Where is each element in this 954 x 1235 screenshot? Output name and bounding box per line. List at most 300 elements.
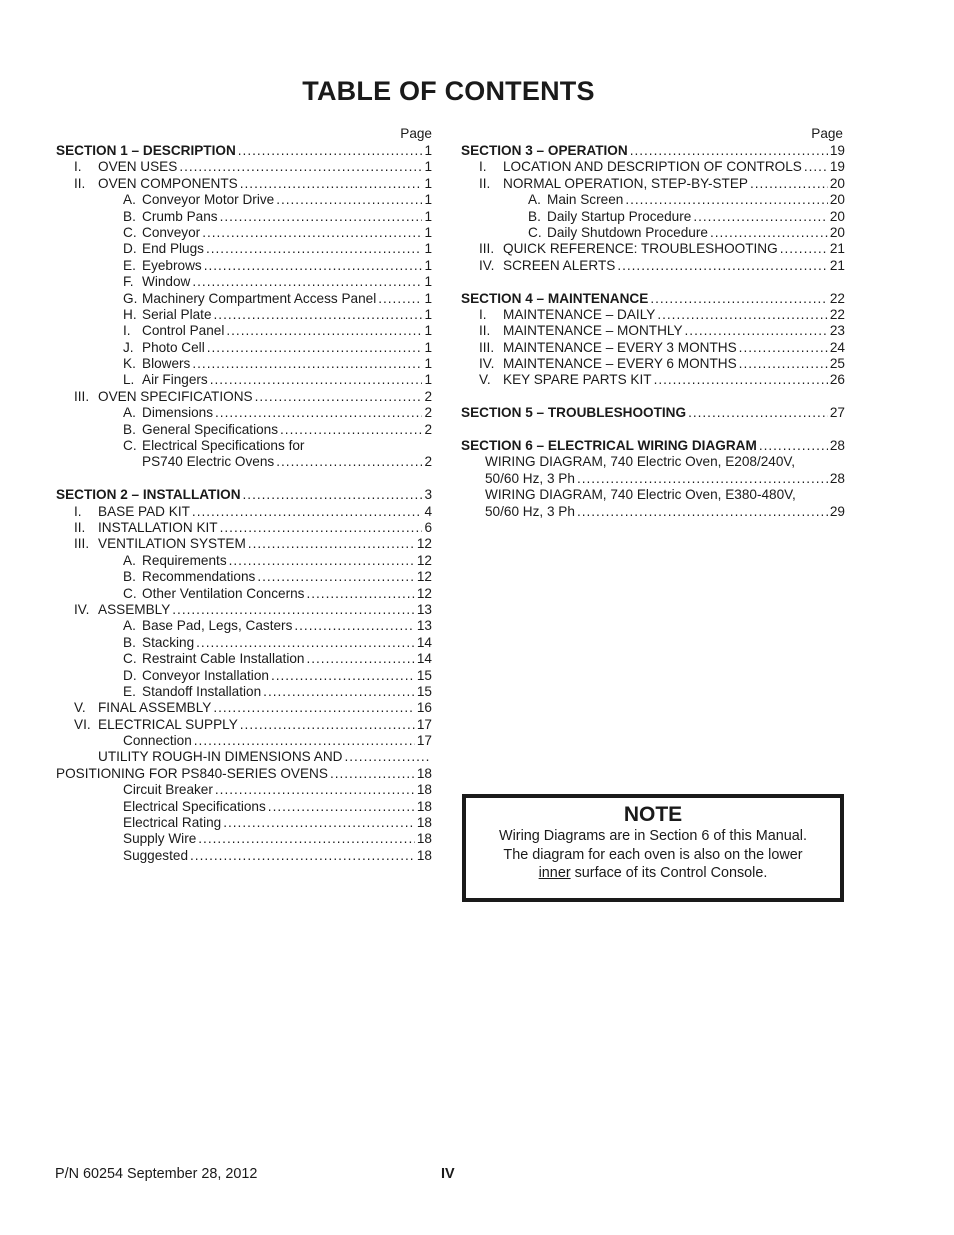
toc-leader-dots — [198, 831, 415, 847]
toc-entry-label: Circuit Breaker — [123, 782, 213, 798]
toc-item-entry[interactable] — [56, 307, 432, 323]
toc-entry-title — [123, 323, 224, 339]
toc-entry-label: BASE PAD KIT — [98, 503, 190, 519]
toc-entry-number: V. — [479, 372, 491, 388]
toc-entry-label: SECTION 3 – OPERATION — [461, 143, 628, 158]
toc-page-number: 28 — [829, 438, 845, 454]
toc-leader-dots — [196, 635, 415, 651]
toc-item-entry[interactable] — [56, 848, 432, 864]
toc-entry-title — [123, 192, 274, 208]
toc-page-number: 1 — [424, 192, 432, 208]
toc-leader-dots — [223, 815, 415, 831]
toc-page-number: 16 — [416, 700, 432, 716]
toc-entry-label: MAINTENANCE – EVERY 3 MONTHS — [503, 339, 737, 355]
toc-subsection-entry[interactable] — [461, 323, 845, 339]
note-line: Wiring Diagrams are in Section 6 of this Manual. — [499, 828, 807, 844]
toc-entry-number: B. — [123, 634, 136, 650]
toc-leader-dots — [192, 504, 423, 520]
toc-entry-number: C. — [528, 224, 542, 240]
toc-item-entry[interactable] — [56, 815, 432, 831]
toc-leader-dots — [650, 291, 828, 307]
toc-entry-number: I. — [479, 306, 487, 322]
toc-page-number: 13 — [416, 601, 432, 617]
toc-entry-title — [479, 241, 778, 257]
toc-page-number: 1 — [424, 372, 432, 388]
toc-entry-title — [479, 176, 748, 192]
toc-entry-label: Requirements — [142, 552, 227, 568]
toc-section-entry[interactable] — [56, 143, 432, 159]
toc-entry-label: MAINTENANCE – EVERY 6 MONTHS — [503, 356, 737, 372]
toc-entry-label: Eyebrows — [142, 257, 202, 273]
toc-item-entry[interactable] — [56, 405, 432, 421]
toc-item-entry[interactable] — [56, 438, 432, 454]
toc-item-entry[interactable] — [56, 291, 432, 307]
toc-item-entry-continued[interactable] — [461, 504, 845, 520]
toc-page-number: 25 — [829, 356, 845, 372]
toc-entry-title — [123, 258, 202, 274]
toc-entry-label: OVEN USES — [98, 159, 178, 175]
toc-entry-number: IV. — [479, 356, 495, 372]
toc-leader-dots — [238, 143, 423, 159]
toc-item-entry[interactable] — [461, 192, 845, 208]
toc-entry-title — [123, 618, 292, 634]
toc-entry-number: C. — [123, 224, 137, 240]
toc-page-number: 20 — [829, 224, 845, 240]
toc-entry-number: D. — [123, 667, 137, 683]
toc-entry-title — [74, 504, 190, 520]
toc-page-number: 1 — [424, 323, 432, 339]
toc-item-entry-continued[interactable] — [56, 454, 432, 470]
toc-entry-number: III. — [74, 388, 90, 404]
toc-entry-label: Electrical Rating — [123, 815, 222, 831]
toc-section-entry[interactable] — [461, 438, 845, 454]
toc-entry-title — [74, 159, 177, 175]
toc-entry-title — [479, 159, 802, 175]
toc-leader-dots — [276, 192, 422, 208]
toc-entry-title — [461, 405, 686, 421]
toc-entry-title — [74, 536, 246, 552]
toc-leader-dots — [257, 569, 415, 585]
toc-item-entry-continued[interactable] — [461, 471, 845, 487]
toc-entry-number: II. — [74, 519, 86, 535]
toc-entry-label: Daily Startup Procedure — [547, 208, 692, 224]
toc-entry-title — [142, 454, 274, 470]
toc-leader-dots — [739, 356, 828, 372]
toc-entry-title — [123, 291, 376, 307]
toc-entry-number: IV. — [479, 257, 495, 273]
toc-entry-title — [74, 389, 253, 405]
toc-entry-label: Recommendations — [142, 569, 256, 585]
toc-entry-number: A. — [123, 405, 136, 421]
toc-entry-title — [485, 454, 795, 470]
toc-subsection-entry[interactable] — [461, 356, 845, 372]
toc-entry-title — [479, 340, 737, 356]
toc-page-number: 6 — [424, 519, 432, 535]
toc-section-entry[interactable] — [461, 405, 845, 421]
toc-leader-dots — [271, 668, 415, 684]
toc-entry-label: SECTION 2 – INSTALLATION — [56, 487, 241, 503]
toc-entry-number: I. — [74, 503, 82, 519]
toc-entry-label: PS740 Electric Ovens — [142, 454, 275, 470]
toc-entry-label: Connection — [123, 733, 192, 749]
toc-entry-number: E. — [123, 683, 136, 699]
toc-entry-label: SECTION 6 – ELECTRICAL WIRING DIAGRAM — [461, 438, 757, 454]
toc-page-number: 12 — [416, 536, 432, 552]
toc-leader-dots — [630, 143, 828, 159]
toc-subsection-entry[interactable] — [56, 717, 432, 733]
toc-entry-title — [479, 323, 683, 339]
toc-item-entry[interactable] — [56, 372, 432, 388]
toc-entry-label: Machinery Compartment Access Panel — [142, 290, 377, 306]
toc-entry-title — [461, 143, 628, 159]
toc-item-entry[interactable] — [56, 733, 432, 749]
toc-page-number: 23 — [829, 323, 845, 339]
toc-entry-label: Window — [142, 274, 191, 290]
toc-spacer — [461, 274, 845, 290]
toc-page-number: 18 — [416, 798, 432, 814]
toc-item-entry[interactable] — [56, 799, 432, 815]
toc-leader-dots — [192, 356, 422, 372]
toc-entry-number: B. — [123, 208, 136, 224]
toc-item-entry[interactable] — [56, 618, 432, 634]
toc-page-number: 1 — [424, 208, 432, 224]
toc-entry-label: Control Panel — [142, 323, 225, 339]
toc-entry-number: F. — [123, 274, 134, 290]
toc-leader-dots — [207, 340, 423, 356]
toc-entry-label: ELECTRICAL SUPPLY — [98, 716, 238, 732]
toc-entry-title — [485, 487, 796, 503]
toc-item-entry[interactable] — [56, 241, 432, 257]
footer-page-number: IV — [441, 1166, 455, 1182]
toc-right-column — [461, 125, 845, 520]
toc-leader-dots — [210, 372, 423, 388]
toc-entry-title — [123, 586, 304, 602]
page-column-label: Page — [811, 126, 843, 141]
toc-spacer — [56, 471, 432, 487]
toc-page-number: 18 — [416, 831, 432, 847]
toc-entry-number: IV. — [74, 601, 90, 617]
toc-entry-number: D. — [123, 241, 137, 257]
toc-entry-title — [485, 504, 575, 520]
toc-entry-label: Suggested — [123, 847, 189, 863]
toc-section-entry[interactable] — [56, 487, 432, 503]
toc-subsection-entry[interactable] — [461, 176, 845, 192]
toc-item-entry[interactable] — [461, 454, 845, 470]
toc-entry-number: A. — [123, 618, 136, 634]
toc-leader-dots — [213, 700, 415, 716]
toc-page-number: 1 — [424, 306, 432, 322]
toc-entry-title — [123, 668, 269, 684]
toc-subsection-entry[interactable] — [56, 159, 432, 175]
toc-page-number: 14 — [416, 634, 432, 650]
footer-part-number: P/N 60254 September 28, 2012 — [55, 1166, 258, 1182]
toc-entry-number: E. — [123, 257, 136, 273]
toc-entry-title — [123, 782, 213, 798]
note-underlined-word: inner — [538, 865, 571, 881]
toc-entry-title — [479, 372, 652, 388]
toc-entry-label: POSITIONING FOR PS840-SERIES OVENS — [56, 765, 328, 781]
toc-page-number: 21 — [829, 241, 845, 257]
toc-entry-title — [485, 471, 575, 487]
toc-entry-number: H. — [123, 306, 137, 322]
toc-subsection-entry[interactable] — [56, 602, 432, 618]
toc-list-left — [56, 143, 432, 864]
note-line — [466, 864, 840, 883]
toc-leader-dots — [214, 307, 423, 323]
toc-page-number: 1 — [424, 339, 432, 355]
toc-entry-label: Electrical Specifications for — [142, 438, 305, 454]
toc-entry-label: Stacking — [142, 634, 195, 650]
toc-spacer — [461, 422, 845, 438]
toc-item-entry[interactable] — [56, 422, 432, 438]
toc-page-number: 18 — [416, 765, 432, 781]
toc-entry-label: VENTILATION SYSTEM — [98, 536, 246, 552]
toc-entry-label: Conveyor Installation — [142, 667, 269, 683]
toc-leader-dots — [215, 782, 415, 798]
toc-leader-dots — [226, 323, 422, 339]
toc-entry-title — [56, 487, 241, 503]
toc-leader-dots — [263, 684, 415, 700]
toc-page-number: 20 — [829, 192, 845, 208]
toc-leader-dots — [190, 848, 415, 864]
toc-page-number: 1 — [424, 224, 432, 240]
toc-item-entry[interactable] — [56, 635, 432, 651]
toc-item-entry[interactable] — [56, 225, 432, 241]
toc-subsection-entry[interactable] — [461, 372, 845, 388]
toc-item-entry[interactable] — [56, 323, 432, 339]
toc-item-entry[interactable] — [461, 209, 845, 225]
toc-entry-number: C. — [123, 651, 137, 667]
toc-entry-label: Daily Shutdown Procedure — [547, 224, 708, 240]
toc-entry-label: Blowers — [142, 356, 191, 372]
toc-leader-dots — [220, 520, 423, 536]
toc-entry-label: FINAL ASSEMBLY — [98, 700, 212, 716]
toc-page-number: 1 — [424, 257, 432, 273]
toc-left-column — [56, 125, 432, 864]
toc-page-number: 1 — [424, 290, 432, 306]
toc-entry-number: B. — [528, 208, 541, 224]
toc-page-number: 2 — [424, 421, 432, 437]
toc-section-entry[interactable] — [461, 291, 845, 307]
toc-entry-number: I. — [123, 323, 131, 339]
toc-entry-title — [74, 520, 218, 536]
toc-entry-label: Supply Wire — [123, 831, 197, 847]
toc-leader-dots — [240, 176, 423, 192]
toc-entry-number: II. — [479, 175, 491, 191]
toc-page-number: 12 — [416, 569, 432, 585]
toc-item-entry[interactable] — [56, 274, 432, 290]
toc-page-number: 18 — [416, 782, 432, 798]
toc-entry-label: Other Ventilation Concerns — [142, 585, 305, 601]
toc-leader-dots — [294, 618, 415, 634]
toc-entry-title — [123, 274, 190, 290]
toc-entry-number: B. — [123, 421, 136, 437]
toc-section-entry[interactable] — [461, 143, 845, 159]
toc-subsection-entry[interactable] — [56, 389, 432, 405]
note-line: The diagram for each oven is also on the lower — [503, 846, 803, 863]
toc-leader-dots — [804, 159, 828, 175]
toc-item-entry[interactable] — [56, 340, 432, 356]
toc-subsection-entry[interactable] — [56, 536, 432, 552]
toc-entry-title — [98, 749, 342, 765]
toc-item-entry[interactable] — [461, 487, 845, 503]
toc-page-number: 1 — [424, 356, 432, 372]
toc-entry-label: SECTION 1 – DESCRIPTION — [56, 143, 236, 158]
toc-entry-title — [123, 635, 194, 651]
toc-page-number: 19 — [829, 159, 845, 175]
toc-leader-dots — [693, 209, 828, 225]
toc-entry-number: G. — [123, 290, 138, 306]
toc-subsection-entry[interactable] — [461, 307, 845, 323]
toc-item-entry[interactable] — [56, 668, 432, 684]
toc-page-number: 15 — [416, 667, 432, 683]
toc-leader-dots — [179, 159, 422, 175]
toc-entry-label: SECTION 5 – TROUBLESHOOTING — [461, 405, 687, 421]
toc-entry-label: MAINTENANCE – DAILY — [503, 306, 656, 322]
toc-subsection-entry[interactable] — [56, 504, 432, 520]
toc-page-number: 20 — [829, 208, 845, 224]
toc-leader-dots — [577, 504, 828, 520]
toc-entry-label: Crumb Pans — [142, 208, 218, 224]
toc-entry-label: Electrical Specifications — [123, 798, 266, 814]
toc-subsection-entry[interactable] — [461, 258, 845, 274]
toc-page-number: 12 — [416, 552, 432, 568]
toc-entry-label: KEY SPARE PARTS KIT — [503, 372, 652, 388]
toc-page-number: 14 — [416, 651, 432, 667]
toc-leader-dots — [306, 586, 414, 602]
toc-leader-dots — [206, 241, 422, 257]
toc-item-entry[interactable] — [461, 225, 845, 241]
toc-entry-number: A. — [528, 192, 541, 208]
toc-entry-title — [123, 225, 200, 241]
toc-entry-number: K. — [123, 356, 136, 372]
toc-leader-dots — [204, 258, 423, 274]
toc-entry-title — [123, 848, 188, 864]
toc-leader-dots — [255, 389, 423, 405]
toc-item-entry[interactable] — [56, 553, 432, 569]
toc-entry-label: OVEN COMPONENTS — [98, 175, 238, 191]
toc-entry-title — [74, 602, 170, 618]
toc-entry-title — [56, 143, 236, 159]
toc-leader-dots — [229, 553, 415, 569]
toc-subsection-entry[interactable] — [461, 241, 845, 257]
toc-page-number: 1 — [424, 274, 432, 290]
toc-leader-dots — [240, 717, 415, 733]
toc-entry-title — [123, 209, 218, 225]
toc-item-entry[interactable] — [56, 569, 432, 585]
toc-item-entry[interactable] — [56, 192, 432, 208]
toc-item-entry[interactable] — [56, 782, 432, 798]
toc-entry-title — [123, 422, 278, 438]
toc-subsection-entry[interactable] — [461, 340, 845, 356]
toc-entry-number: III. — [74, 536, 90, 552]
page-column-label: Page — [400, 126, 432, 141]
toc-entry[interactable] — [56, 766, 432, 782]
toc-page-number: 20 — [829, 175, 845, 191]
toc-entry-title — [461, 438, 757, 454]
toc-subsection-entry[interactable] — [56, 700, 432, 716]
toc-subsection-entry[interactable] — [461, 159, 845, 175]
toc-entry-label: Dimensions — [142, 405, 214, 421]
toc-entry-label: MAINTENANCE – MONTHLY — [503, 323, 683, 339]
toc-entry-title — [123, 307, 212, 323]
toc-entry-number: II. — [479, 323, 491, 339]
toc-subsection-entry[interactable] — [56, 176, 432, 192]
toc-leader-dots — [710, 225, 828, 241]
toc-entry-label: Main Screen — [547, 192, 624, 208]
toc-entry-label: QUICK REFERENCE: TROUBLESHOOTING — [503, 241, 778, 257]
toc-page-number: 2 — [424, 388, 432, 404]
toc-leader-dots — [739, 340, 828, 356]
toc-entry-title — [123, 733, 192, 749]
toc-entry-number: I. — [479, 159, 487, 175]
toc-entry-title — [56, 766, 328, 782]
toc-page-number: 24 — [829, 339, 845, 355]
toc-entry-label: SCREEN ALERTS — [503, 257, 616, 273]
toc-page-number: 18 — [416, 847, 432, 863]
toc-page-number: 17 — [416, 716, 432, 732]
toc-item-entry[interactable] — [56, 651, 432, 667]
toc-item-entry[interactable] — [56, 209, 432, 225]
toc-entry-label: NORMAL OPERATION, STEP-BY-STEP — [503, 175, 748, 191]
toc-page-number: 1 — [424, 175, 432, 191]
toc-page-number: 22 — [829, 306, 845, 322]
toc-page-number: 18 — [416, 815, 432, 831]
toc-entry-title — [479, 258, 615, 274]
toc-page-number: 12 — [416, 585, 432, 601]
toc-spacer — [461, 389, 845, 405]
toc-subsection-entry[interactable] — [56, 749, 432, 765]
toc-item-entry[interactable] — [56, 684, 432, 700]
toc-item-entry[interactable] — [56, 831, 432, 847]
note-box — [462, 794, 844, 902]
note-line-rest: surface of its Control Console. — [570, 865, 768, 881]
toc-entry-number: A. — [123, 552, 136, 568]
toc-leader-dots — [280, 422, 422, 438]
toc-entry-label: Conveyor Motor Drive — [142, 192, 275, 208]
toc-leader-dots — [685, 323, 828, 339]
toc-entry-label: INSTALLATION KIT — [98, 519, 218, 535]
toc-entry-label: Conveyor — [142, 224, 201, 240]
toc-entry-label: ASSEMBLY — [98, 601, 171, 617]
toc-entry-title — [123, 799, 266, 815]
toc-entry-number: B. — [123, 569, 136, 585]
toc-entry-number: I. — [74, 159, 82, 175]
toc-page-number: 17 — [416, 733, 432, 749]
toc-list-right — [461, 143, 845, 520]
toc-page-number: 27 — [829, 405, 845, 421]
toc-leader-dots — [657, 307, 828, 323]
toc-entry-title — [123, 569, 255, 585]
toc-entry-label: 50/60 Hz, 3 Ph — [485, 503, 575, 519]
toc-leader-dots — [248, 536, 415, 552]
toc-item-entry[interactable] — [56, 258, 432, 274]
toc-item-entry[interactable] — [56, 356, 432, 372]
toc-leader-dots — [344, 749, 430, 765]
toc-page-number: 29 — [829, 503, 845, 519]
toc-leader-dots — [759, 438, 828, 454]
toc-entry-label: OVEN SPECIFICATIONS — [98, 388, 253, 404]
toc-subsection-entry[interactable] — [56, 520, 432, 536]
toc-entry-title — [528, 225, 708, 241]
toc-entry-title — [123, 340, 205, 356]
toc-entry-label: End Plugs — [142, 241, 204, 257]
toc-entry-label: Air Fingers — [142, 372, 208, 388]
toc-item-entry[interactable] — [56, 586, 432, 602]
toc-leader-dots — [306, 651, 414, 667]
toc-entry-title — [123, 815, 221, 831]
toc-entry-label: General Specifications — [142, 421, 279, 437]
